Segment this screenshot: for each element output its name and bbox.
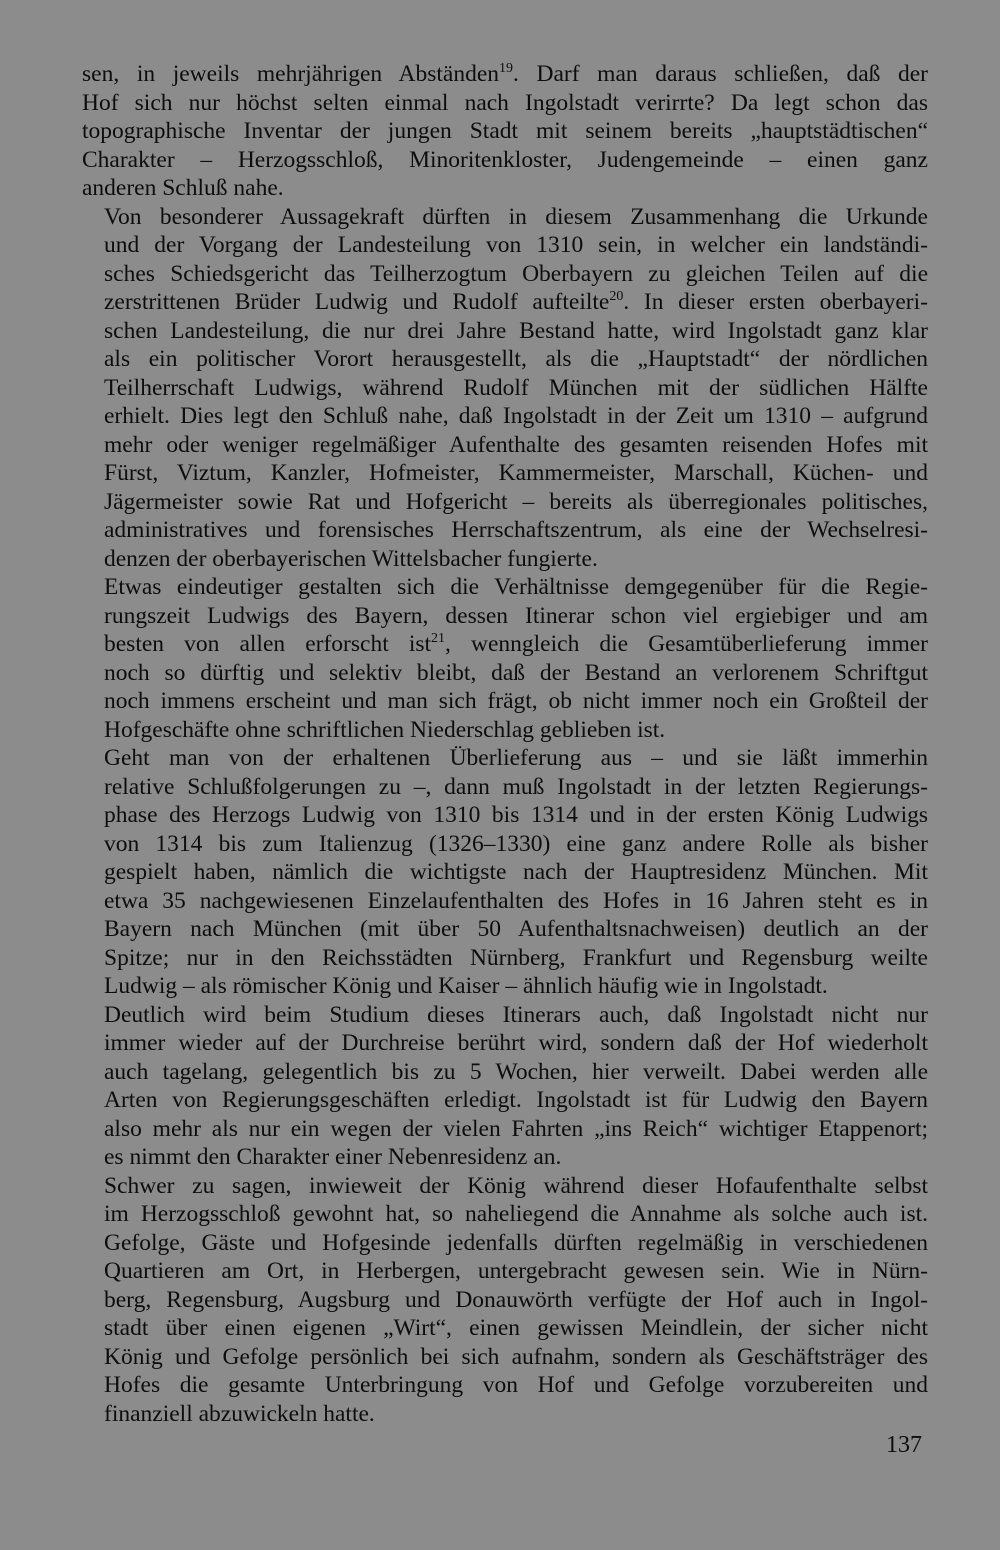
text-line: Von besonderer Aussagekraft dürften in diesem Zusammenhang die Urkunde	[104, 203, 928, 230]
footnote-ref-20: 20	[609, 289, 624, 304]
text-line: finanziell abzuwickeln hatte.	[104, 1400, 375, 1427]
footnote-ref-19: 19	[499, 61, 514, 76]
text-line: Gefolge, Gäste und Hofgesinde jedenfalls dürften regelmäßig in verschiedenen	[104, 1229, 928, 1256]
text-line: zerstrittenen Brüder Ludwig und Rudolf aufteilte$^{20}$. In dieser ersten oberbayeri-	[104, 289, 928, 315]
paragraph-5	[82, 1001, 928, 1172]
text-line: auch tagelang, gelegentlich bis zu 5 Wochen, hier verweilt. Dabei werden alle	[104, 1058, 928, 1085]
text-line: administratives und forensisches Herrschaftszentrum, als eine der Wechselresi-	[104, 517, 928, 543]
text-line: Hof sich nur höchst selten einmal nach Ingolstadt verirrte? Da legt schon das	[82, 89, 928, 116]
paragraph-4	[82, 744, 928, 1001]
text-line: phase des Herzogs Ludwig von 1310 bis 1314 und in der ersten König Ludwigs	[104, 802, 928, 828]
paragraph-3	[82, 573, 928, 744]
text-line: Hofes die gesamte Unterbringung von Hof und Gefolge vorzubereiten und	[104, 1372, 928, 1398]
text-line: Ludwig – als römischer König und Kaiser – ähnlich häufig wie in Ingolstadt.	[104, 973, 828, 999]
text-line: anderen Schluß nahe.	[82, 175, 284, 201]
text-line: erhielt. Dies legt den Schluß nahe, daß Ingolstadt in der Zeit um 1310 – aufgrund	[104, 403, 928, 429]
text-line: gespielt haben, nämlich die wichtigste nach der Hauptresidenz München. Mit	[104, 859, 928, 885]
text-line: immer wieder auf der Durchreise berührt wird, sondern daß der Hof wiederholt	[104, 1030, 928, 1056]
text-line: Spitze; nur in den Reichsstädten Nürnberg, Frankfurt und Regensburg weilte	[104, 944, 928, 971]
text-line: Charakter – Herzogsschloß, Minoritenkloster, Judengemeinde – einen ganz	[82, 146, 928, 173]
text-line: Arten von Regierungsgeschäften erledigt. Ingolstadt ist für Ludwig den Bayern	[104, 1087, 928, 1113]
text-line: und der Vorgang der Landesteilung von 1310 sein, in welcher ein landständi-	[104, 232, 928, 258]
text-line: etwa 35 nachgewiesenen Einzelaufenthalten des Hofes in 16 Jahren steht es in	[104, 887, 928, 914]
text-line: besten von allen erforscht ist$^{21}$, wenngleich die Gesamtüberlieferung immer	[104, 631, 928, 657]
text-line: sches Schiedsgericht das Teilherzogtum Oberbayern zu gleichen Teilen auf die	[104, 260, 928, 287]
text-line: stadt über einen eigenen „Wirt“, einen gewissen Meindlein, der sicher nicht	[104, 1315, 928, 1341]
text-line: relative Schlußfolgerungen zu –, dann muß Ingolstadt in der letzten Regierungs-	[104, 773, 928, 800]
text-line: es nimmt den Charakter einer Nebenresidenz an.	[104, 1144, 562, 1170]
text-line: rungszeit Ludwigs des Bayern, dessen Itinerar schon viel ergiebiger und am	[104, 602, 928, 629]
text-line: Teilherrschaft Ludwigs, während Rudolf München mit der südlichen Hälfte	[104, 374, 928, 401]
text-line: Etwas eindeutiger gestalten sich die Verhältnisse demgegenüber für die Regie-	[104, 574, 928, 600]
text-line: Deutlich wird beim Studium dieses Itinerars auch, daß Ingolstadt nicht nur	[104, 1001, 928, 1028]
text-line: mehr oder weniger regelmäßiger Aufenthalte des gesamten reisenden Hofes mit	[104, 431, 928, 458]
text-line: Hofgeschäfte ohne schriftlichen Niederschlag geblieben ist.	[104, 716, 666, 743]
text-line: Geht man von der erhaltenen Überlieferung aus – und sie läßt immerhin	[104, 745, 928, 771]
text-line: noch immens erscheint und man sich frägt, ob nicht immer noch ein Großteil der	[104, 688, 928, 714]
text-line: Schwer zu sagen, inwieweit der König während dieser Hofaufenthalte selbst	[104, 1172, 928, 1199]
paragraph-2	[82, 203, 928, 574]
text-line: Bayern nach München (mit über 50 Aufenthaltsnachweisen) deutlich an der	[104, 916, 928, 942]
text-line: als ein politischer Vorort herausgestellt, als die „Hauptstadt“ der nördlichen	[104, 346, 928, 372]
text-line: topographische Inventar der jungen Stadt mit seinem bereits „hauptstädtischen“	[82, 118, 928, 144]
text-line: noch so dürftig und selektiv bleibt, daß der Bestand an verlorenem Schriftgut	[104, 659, 928, 686]
paragraph-6	[82, 1172, 928, 1429]
text-line: schen Landesteilung, die nur drei Jahre Bestand hatte, wird Ingolstadt ganz klar	[104, 317, 928, 344]
page-number: 137	[886, 1432, 922, 1458]
text-line: sen, in jeweils mehrjährigen Abständen$^{19}$. Darf man daraus schließen, daß der	[82, 61, 928, 87]
text-line: Jägermeister sowie Rat und Hofgericht – bereits als überregionales politisches,	[104, 488, 928, 515]
text-line: berg, Regensburg, Augsburg und Donauwörth verfügte der Hof auch in Ingol-	[104, 1286, 928, 1313]
body-text	[82, 60, 928, 1428]
text-line: Fürst, Viztum, Kanzler, Hofmeister, Kammermeister, Marschall, Küchen- und	[104, 460, 928, 486]
text-line: Quartieren am Ort, in Herbergen, untergebracht gewesen sein. Wie in Nürn-	[104, 1258, 928, 1284]
text-line: denzen der oberbayerischen Wittelsbacher fungierte.	[104, 545, 598, 572]
paragraph-1	[82, 60, 928, 203]
text-line: König und Gefolge persönlich bei sich aufnahm, sondern als Geschäftsträger des	[104, 1343, 928, 1370]
text-line: im Herzogsschloß gewohnt hat, so naheliegend die Annahme als solche auch ist.	[104, 1201, 928, 1227]
footnote-ref-21: 21	[431, 631, 446, 646]
text-line: von 1314 bis zum Italienzug (1326–1330) eine ganz andere Rolle als bisher	[104, 830, 928, 857]
text-line: also mehr als nur ein wegen der vielen Fahrten „ins Reich“ wichtiger Etappenort;	[104, 1115, 928, 1142]
